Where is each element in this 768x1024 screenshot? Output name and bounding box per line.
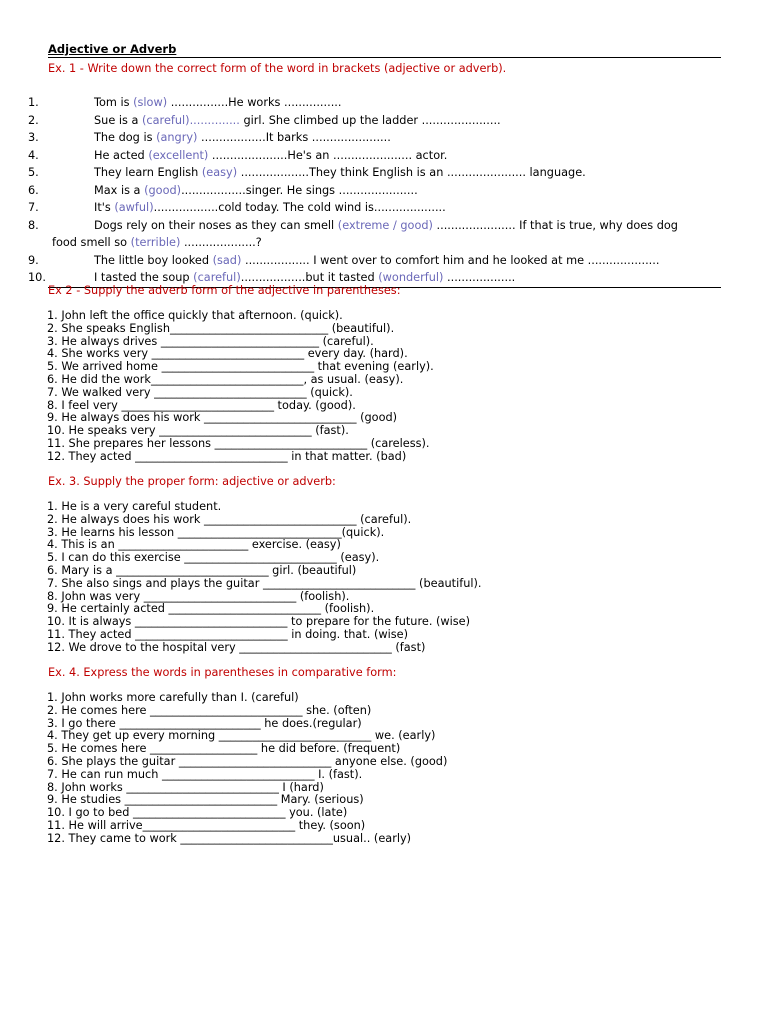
word-hint: (careful) [193,271,241,284]
sentence-text: ...................They think English is an ...................... language. [237,166,586,179]
ex4-item: 10. I go to bed ___________________________ you. (late) [47,806,348,820]
item-number: 3. [28,131,39,144]
sentence-text: ...................... If that is true, why does dog [432,218,678,232]
word-hint: (slow) [133,96,168,109]
sentence-text: He acted [94,148,149,162]
ex3-item: 7. She also sings and plays the guitar ___________________________ (beautiful). [47,576,482,590]
ex1-item [0,252,768,270]
ex3-item: 5. I can do this exercise ___________________________ (easy). [47,551,380,565]
ex2-item: 6. He did the work___________________________, as usual. (easy). [47,372,404,386]
word-hint: (careful).............. [142,113,240,127]
ex3-heading: Ex. 3. Supply the proper form: adjective or adverb: [48,475,336,488]
ex4-item: 12. They came to work ___________________________usual.. (early) [47,831,412,845]
sentence-text: ................... [443,271,516,284]
ex4-heading: Ex. 4. Express the words in parentheses in comparative form: [48,666,397,679]
word-hint: (angry) [156,131,198,144]
sentence-text: .................. I went over to comfort him and he looked at me .................... [241,253,660,267]
ex2-item: 9. He always does his work ___________________________ (good) [47,411,398,425]
item-number: 1. [28,96,39,109]
ex1-item [0,234,768,252]
ex1-item [0,199,768,217]
item-number: 9. [28,253,39,267]
item-number: 4. [28,148,39,162]
ex1-item [0,129,768,147]
ex3-item: 10. It is always ___________________________ to prepare for the future. (wise) [47,615,471,629]
sentence-text: Dogs rely on their noses as they can smell [94,218,338,232]
item-text [94,129,391,147]
ex1-item [0,147,768,165]
ex2-item: 4. She works very ___________________________ every day. (hard). [47,347,408,361]
ex2-item: 2. She speaks English____________________________ (beautiful). [47,321,395,335]
ex2-list [47,310,434,464]
ex3-item: 4. This is an _______________________ exercise. (easy) [47,538,341,552]
ex4-item: 4. They get up every morning ___________________________ we. (early) [47,729,436,743]
ex2-item: 1. John left the office quickly that afternoon. (quick). [47,309,343,322]
word-hint: (extreme / good) [337,218,433,232]
item-number: 6. [28,183,39,197]
ex1-item [0,182,768,200]
sentence-text: It's [94,201,115,214]
sentence-text: Tom is [94,96,134,109]
item-number: 2. [28,113,39,127]
ex4-item: 3. I go there _________________________ he does.(regular) [47,716,362,730]
page-title: Adjective or Adverb [48,43,721,58]
ex2-item: 10. He speaks very ___________________________ (fast). [47,424,349,438]
ex4-item: 8. John works ___________________________ I (hard) [47,780,324,794]
ex4-item: 11. He will arrive___________________________ they. (soon) [47,818,366,832]
item-text [94,94,341,112]
ex3-item: 3. He learns his lesson _____________________________(quick). [47,525,385,539]
word-hint: (easy) [201,166,238,179]
word-hint: (terrible) [130,236,181,249]
sentence-text: ..................singer. He sings ...................... [181,183,418,197]
ex2-item: 7. We walked very ___________________________ (quick). [47,385,353,399]
ex2-item: 12. They acted ___________________________ in that matter. (bad) [47,449,407,463]
sentence-text: They learn English [94,166,202,179]
item-number: 5. [28,166,39,179]
ex2-item: 11. She prepares her lessons ___________________________ (careless). [47,436,430,450]
ex1-item [0,94,768,112]
sentence-text: ................He works ................ [167,96,342,109]
ex1-list [0,94,768,288]
word-hint: (wonderful) [378,271,444,284]
sentence-text: I tasted the soup [94,271,194,284]
sentence-text: The dog is [94,131,157,144]
item-text [52,234,262,252]
ex2-heading: Ex 2 - Supply the adverb form of the adjective in parentheses: [48,284,401,297]
item-number: 8. [28,218,39,232]
item-text [94,217,678,235]
item-text [94,182,418,200]
item-text [94,147,447,165]
item-number: 7. [28,201,39,214]
item-text [94,164,586,182]
sentence-text: food smell so [52,236,131,249]
sentence-text: The little boy looked [94,253,213,267]
sentence-text: Sue is a [94,113,143,127]
word-hint: (awful) [114,201,154,214]
item-text [94,199,446,217]
ex3-item: 1. He is a very careful student. [47,500,222,513]
sentence-text: girl. She climbed up the ladder ...................... [239,113,501,127]
ex2-item: 5. We arrived home ___________________________ that evening (early). [47,360,434,374]
ex1-item [0,217,768,235]
ex2-item: 3. He always drives ____________________________ (careful). [47,334,374,348]
ex4-item: 9. He studies ___________________________ Mary. (serious) [47,793,364,807]
item-text [94,252,659,270]
item-number: 10. [28,271,46,284]
ex4-item: 7. He can run much ___________________________ I. (fast). [47,767,363,781]
ex3-item: 11. They acted ___________________________ in doing. that. (wise) [47,627,408,641]
item-text [94,112,501,130]
sentence-text: ..................but it tasted [240,271,379,284]
ex4-list [47,692,447,846]
sentence-text: ....................? [180,236,262,249]
ex3-item: 9. He certainly acted ___________________________ (foolish). [47,602,375,616]
ex4-item: 2. He comes here ___________________________ she. (often) [47,703,372,717]
ex4-item: 1. John works more carefully than I. (careful) [47,691,299,704]
ex2-item: 8. I feel very ___________________________ today. (good). [47,398,356,412]
word-hint: (excellent) [148,148,209,162]
word-hint: (sad) [212,253,242,267]
ex1-heading: Ex. 1 - Write down the correct form of the word in brackets (adjective or adverb). [48,62,507,75]
ex3-item: 6. Mary is a ___________________________ girl. (beautiful) [47,563,357,577]
sentence-text: Max is a [94,183,145,197]
sentence-text: ..................cold today. The cold wind is.................... [153,201,446,214]
ex1-item [0,112,768,130]
sentence-text: ..................It barks ...................... [197,131,391,144]
sentence-text: .....................He's an ...................... actor. [208,148,448,162]
ex3-list [47,501,482,655]
ex3-item: 8. John was very ___________________________ (foolish). [47,589,350,603]
ex3-item: 2. He always does his work ___________________________ (careful). [47,512,412,526]
word-hint: (good) [144,183,182,197]
ex1-item [0,164,768,182]
ex4-item: 6. She plays the guitar ___________________________ anyone else. (good) [47,754,448,768]
ex3-item: 12. We drove to the hospital very ___________________________ (fast) [47,640,426,654]
ex4-item: 5. He comes here ___________________ he did before. (frequent) [47,742,401,756]
